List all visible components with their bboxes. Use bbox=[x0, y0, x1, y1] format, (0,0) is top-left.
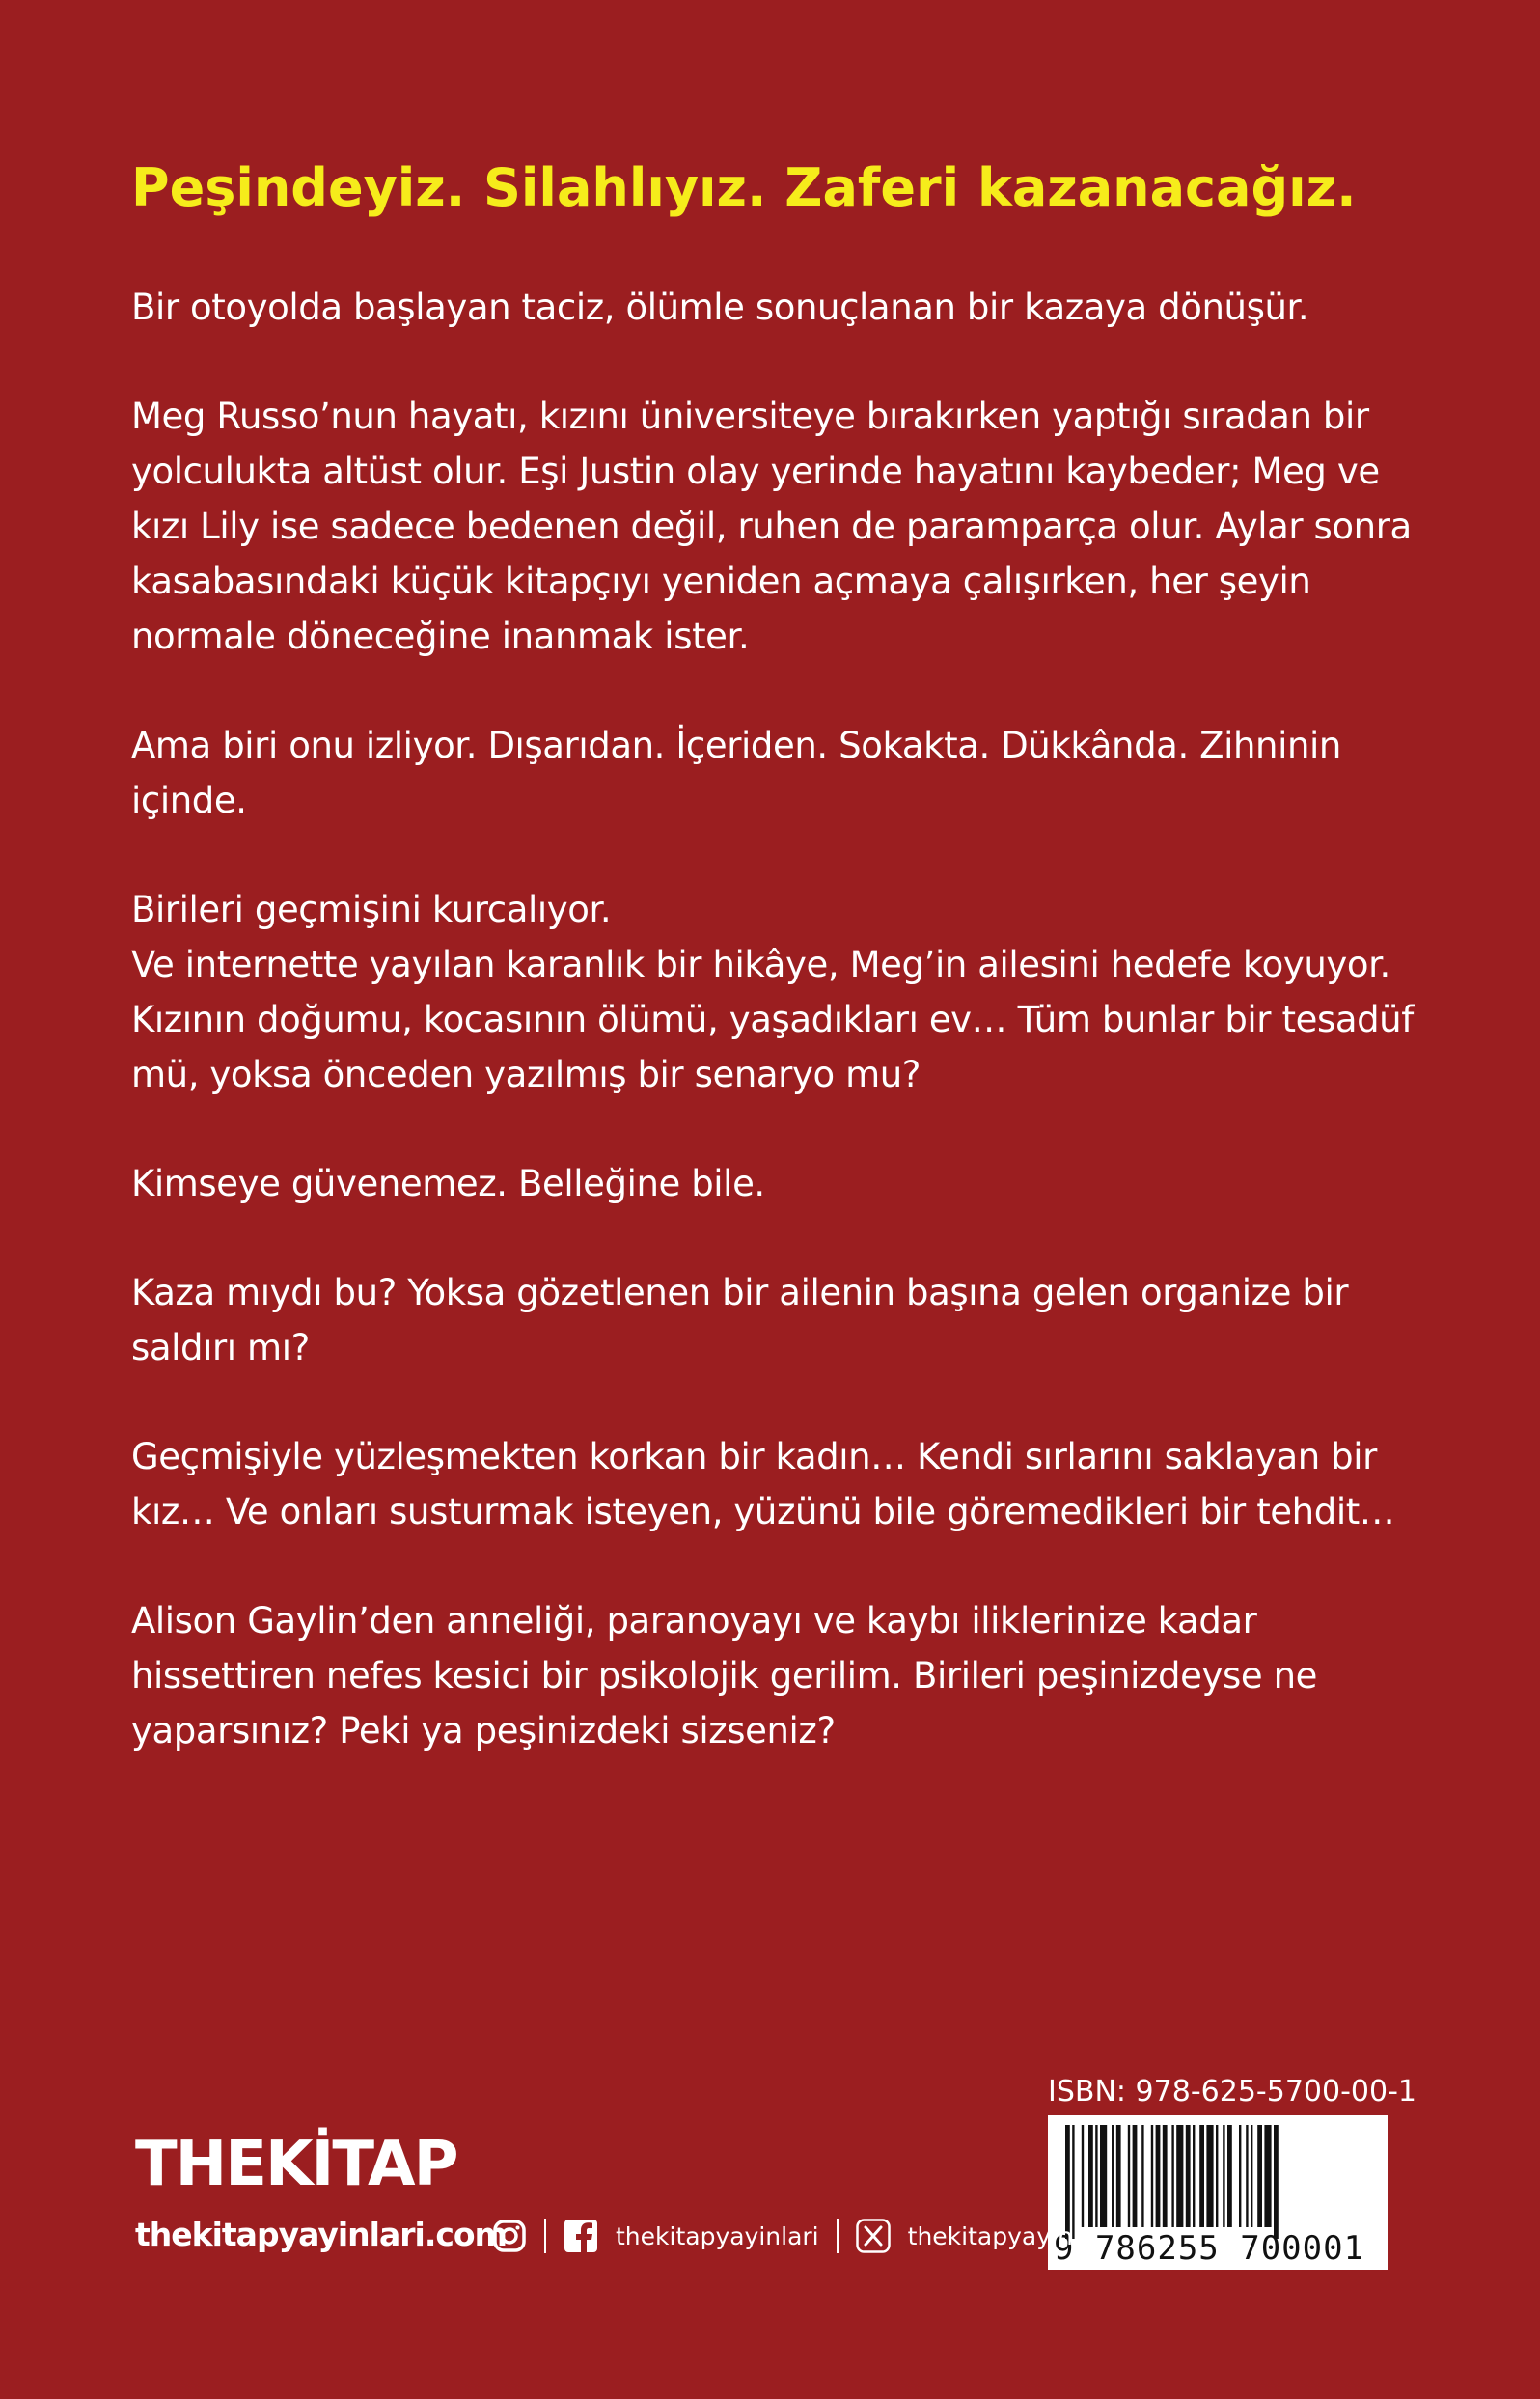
social-links bbox=[492, 2216, 1073, 2256]
barcode-bar bbox=[1199, 2125, 1204, 2227]
barcode-bar bbox=[1112, 2125, 1114, 2227]
tagline: Peşindeyiz. Silahlıyız. Zaferi kazanacağız. bbox=[131, 157, 1357, 218]
blurb-paragraph: Bir otoyolda başlayan taciz, ölümle sonuçlanan bir kazaya dönüşür. bbox=[131, 287, 1309, 328]
blurb-paragraph: Kaza mıydı bu? Yoksa gözetlenen bir ailenin başına gelen organize bir saldırı mı? bbox=[131, 1272, 1349, 1368]
blurb-paragraph: Ve internette yayılan karanlık bir hikâye, Meg’in ailesini hedefe koyuyor. Kızının doğumu, kocasının ölümü, yaşadıkları ev… Tüm bunlar bir tesadüf mü, yoksa önceden yazılmış bir senaryo mu? bbox=[131, 944, 1414, 1095]
barcode-bar bbox=[1133, 2125, 1138, 2227]
barcode-bar bbox=[1239, 2125, 1241, 2227]
publisher-website[interactable]: thekitapyayinlari.com bbox=[135, 2216, 507, 2253]
facebook-handle[interactable]: thekitapyayinlari bbox=[616, 2221, 819, 2250]
x-icon[interactable] bbox=[856, 2219, 891, 2253]
barcode-bar bbox=[1216, 2125, 1218, 2227]
barcode-bar bbox=[1171, 2125, 1173, 2227]
blurb-paragraph: Geçmişiyle yüzleşmekten korkan bir kadın… Kendi sırlarını saklayan bir kız… Ve onları susturmak isteyen, yüzünü bile göremedikleri bir tehdit… bbox=[131, 1436, 1395, 1532]
blurb-text bbox=[131, 280, 1415, 1812]
barcode-bar bbox=[1088, 2125, 1093, 2227]
barcode-bar bbox=[1274, 2125, 1279, 2239]
barcode-digits: 9 786255 700001 bbox=[1054, 2229, 1365, 2268]
barcode-bar bbox=[1264, 2125, 1271, 2227]
divider bbox=[544, 2219, 546, 2253]
barcode-bar bbox=[1128, 2125, 1130, 2227]
barcode-bar bbox=[1082, 2125, 1084, 2227]
barcode-bar bbox=[1100, 2125, 1107, 2227]
barcode-bar bbox=[1095, 2125, 1097, 2227]
barcode-bar bbox=[1257, 2125, 1262, 2227]
barcode-bar bbox=[1227, 2125, 1232, 2227]
blurb-paragraph: Kimseye güvenemez. Belleğine bile. bbox=[131, 1163, 765, 1204]
barcode-bar bbox=[1116, 2125, 1121, 2227]
barcode-bar bbox=[1163, 2125, 1168, 2227]
facebook-icon[interactable] bbox=[564, 2219, 598, 2253]
x-handle[interactable]: thekitapyayin bbox=[907, 2221, 1073, 2250]
barcode-bar bbox=[1151, 2125, 1153, 2227]
blurb-paragraph: Birileri geçmişini kurcalıyor. bbox=[131, 889, 612, 930]
barcode-bar bbox=[1186, 2125, 1191, 2227]
isbn-label: ISBN: 978-625-5700-00-1 bbox=[1048, 2075, 1416, 2109]
barcode-bar bbox=[1206, 2125, 1213, 2227]
instagram-icon[interactable] bbox=[492, 2219, 527, 2253]
barcode-bar bbox=[1176, 2125, 1183, 2227]
barcode bbox=[1048, 2115, 1388, 2270]
divider bbox=[837, 2219, 839, 2253]
barcode-bar bbox=[1251, 2125, 1252, 2227]
publisher-logo: THEKİTAP bbox=[135, 2129, 457, 2200]
barcode-bar bbox=[1223, 2125, 1224, 2227]
barcode-bar bbox=[1141, 2125, 1143, 2227]
blurb-paragraph: Ama biri onu izliyor. Dışarıdan. İçeriden. Sokakta. Dükkânda. Zihninin içinde. bbox=[131, 725, 1341, 821]
barcode-bar bbox=[1156, 2125, 1161, 2227]
blurb-paragraph: Meg Russo’nun hayatı, kızını üniversiteye bırakırken yaptığı sıradan bir yolculukta altüst olur. Eşi Justin olay yerinde hayatını kaybeder; Meg ve kızı Lily ise sadece bedenen değil, ruhen de paramparça olur. Aylar sonra kasabasındaki küçük kitapçıyı yeniden açmaya çalışırken, her şeyin normale döneceğine inanmak ister. bbox=[131, 396, 1412, 657]
blurb-paragraph: Alison Gaylin’den anneliği, paranoyayı ve kaybı iliklerinize kadar hissettiren nefes kesici bir psikolojik gerilim. Birileri peşinizdeyse ne yaparsınız? Peki ya peşinizdeki sizseniz? bbox=[131, 1600, 1317, 1751]
barcode-bar bbox=[1246, 2125, 1248, 2227]
barcode-bar bbox=[1193, 2125, 1195, 2227]
